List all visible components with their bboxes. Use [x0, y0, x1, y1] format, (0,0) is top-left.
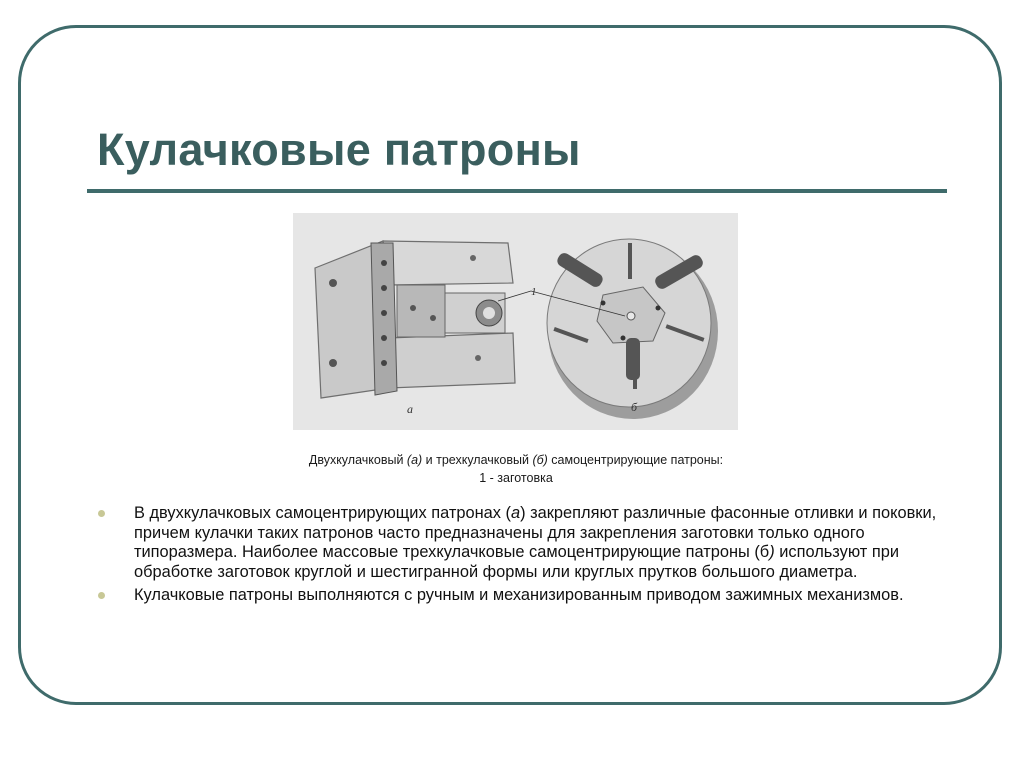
- bullet-dot-icon: [98, 510, 105, 517]
- label-part-1: 1: [531, 286, 537, 298]
- chuck-illustration: [293, 213, 738, 430]
- label-a: а: [407, 402, 413, 416]
- bullet-list: [96, 504, 956, 610]
- slide-title: Кулачковые патроны: [97, 124, 581, 175]
- bullet-dot-icon: [98, 592, 105, 599]
- figure-caption: [240, 451, 792, 487]
- label-b: б: [631, 400, 638, 414]
- two-jaw-chuck-image: [315, 241, 531, 398]
- caption-line-2: 1 - заготовка: [479, 471, 553, 485]
- caption-line-1: Двухкулачковый (а) и трехкулачковый (б) самоцентрирующие патроны:: [308, 453, 724, 467]
- title-underline: [87, 189, 947, 193]
- bullet-item-1: В двухкулачковых самоцентрирующих патронах (а) закрепляют различные фасонные отливки и поковки, причем кулачки таких патронов часто предназначены для закрепления заготовки только одного типоразмера. Наиболее массовые трехкулачковые самоцентрирующие патроны (б) используют при обработке заготовок круглой и шестигранной формы или круглых прутков большого диаметра.: [96, 504, 956, 582]
- chuck-drawing: [293, 213, 738, 430]
- bullet-item-2: Кулачковые патроны выполняются с ручным и механизированным приводом зажимных механизмов.: [96, 586, 956, 606]
